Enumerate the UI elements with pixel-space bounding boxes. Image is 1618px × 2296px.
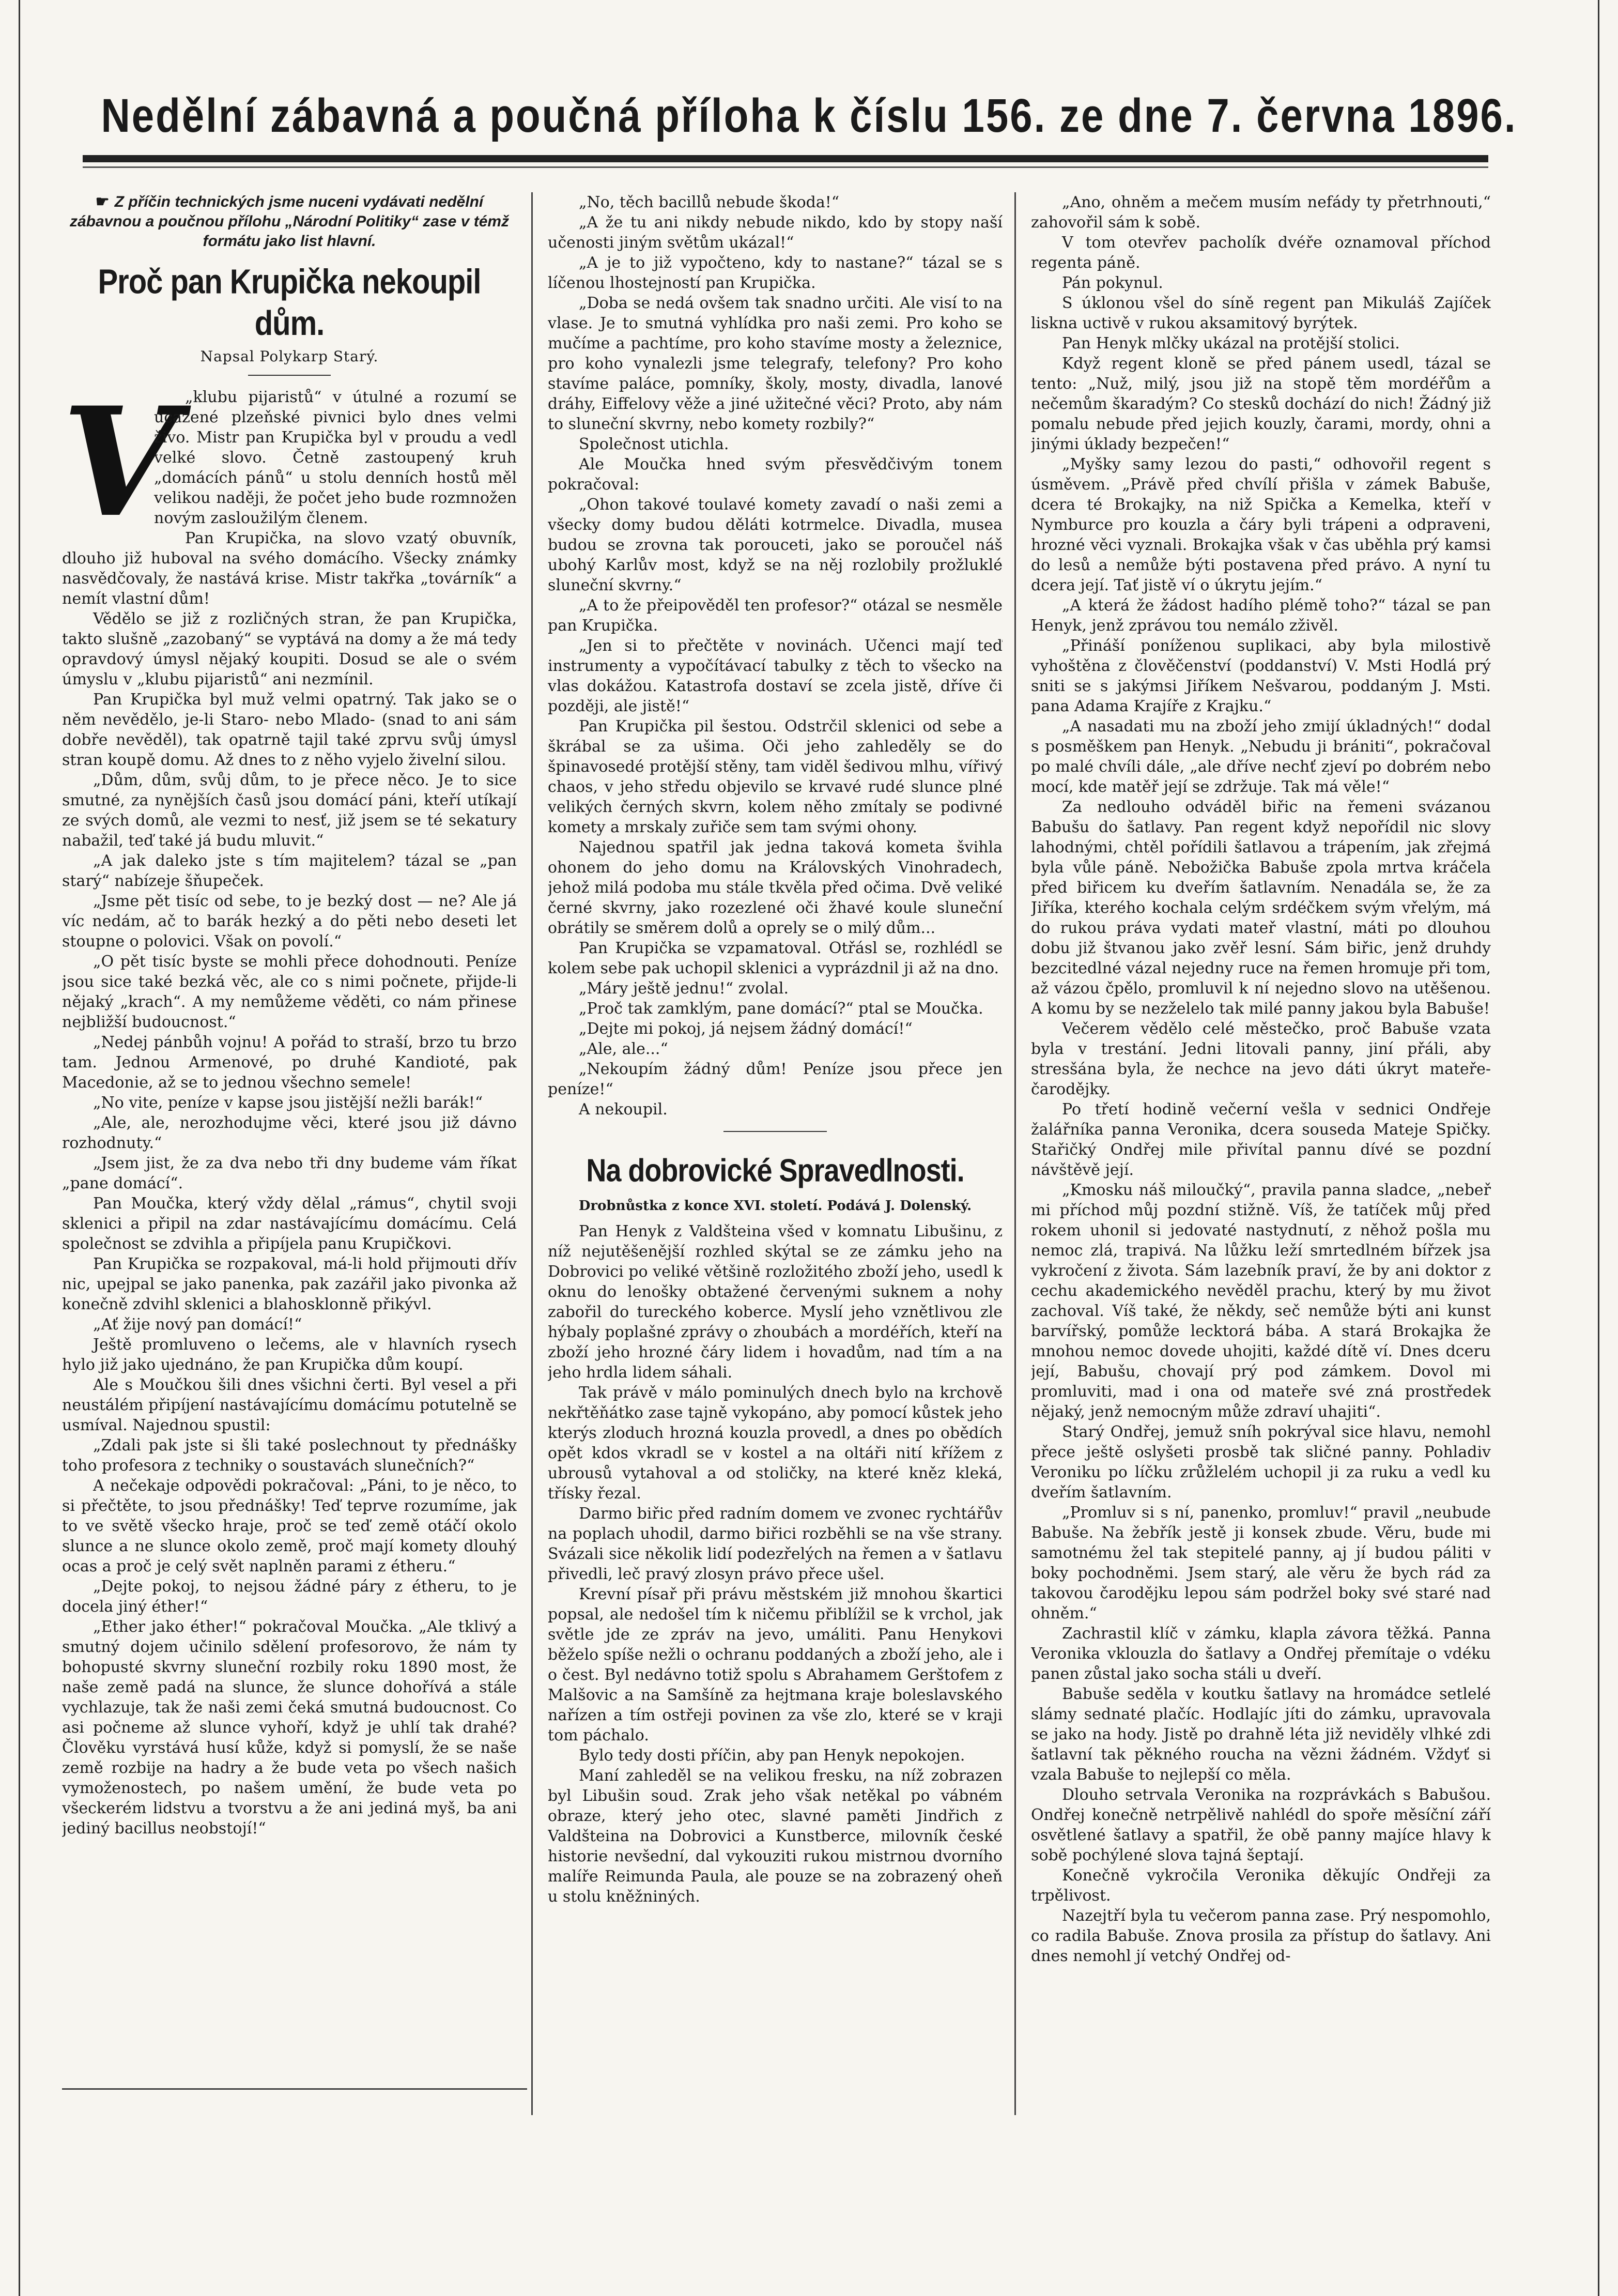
paragraph: „A že tu ani nikdy nebude nikdo, kdo by stopy naší učenosti jiným světům ukázal!“ <box>548 213 1003 252</box>
paragraph: Dlouho setrvala Veronika na rozprávkách s Babušou. Ondřej konečně netrpělivě nahlédl do spoře měsíční září osvětlené šatlavy a spatřil, že obě panny majíce hlavy k sobě pochýlené slova tajná šeptají. <box>1031 1786 1491 1864</box>
article-end-divider <box>723 1131 827 1132</box>
paragraph: „Kmosku náš miloučký“, pravila panna sladce, „nebeř mi příchod můj pozdní stižně. Víš, že tatíček můj před rokem uhonil si jedovaté nastydnutí, z něhož pošla mu nemoc zlá, trapivá. Na lůžku leží smrtedlném bířzek jsa vykročení z života. Sám lazebník praví, že by ani doktor z cechu akademického nevěděl prachu, který by mu život zachoval. Víš také, že někdy, seč nemůže býti ani kunst barvířský, pomůže lecktorá bába. A stará Brokajka že mnohou nemoc dovede uhojiti, každé dítě ví. Dnes dceru její, Babušu, chovají prý pod zámkem. Dovol mi promluviti, mad i ona od mateře své zná prostředek nějaký, jenž nemocným může zdraví uhajiti“. <box>1031 1181 1491 1421</box>
paragraph: „Ale, ale...“ <box>579 1040 668 1058</box>
paragraph: „Ether jako éther!“ pokračoval Moučka. „Ale tklivý a smutný dojem učinilo sdělení profesorovo, že nám ty bohopusté skvrny sluneční rozbily roku 1890 most, že naše země padá na slunce, že slunce dohořívá a stále vychlazuje, tak že naši zemi čeká smutná budoucnost. Co asi počneme až slunce vyhoří, když je uhlí tak drahé? Člověku vyrstává husí kůže, když si pomyslí, že se naše země rozbije na hadry a že bude veta po všech našich vymoženostech, po našem umění, že bude veta po všeckerém lidstvu a tvorstvu a že ani jediná myš, ba ani jediný bacillus neobstojí!“ <box>62 1618 517 1838</box>
bottom-rule <box>62 2088 527 2090</box>
paragraph: „A která že žádost hadího plémě toho?“ tázal se pan Henyk, jenž zprávou tou nemálo zživěl. <box>1031 596 1491 635</box>
paragraph: Pan Krupička se rozpakoval, má-li hold přijmouti dřív nic, upejpal se jako panenka, pak zazářil jako pivonka až konečně zdvihl sklenici a blahosklonně přikývl. <box>62 1255 517 1313</box>
column-separator <box>1014 192 1016 2115</box>
paragraph: Pan Henyk z Valdšteina všed v komnatu Libušinu, z níž nejutěšenější rozhled skýtal se ze zámku jeho na Dobrovici po veliké většině rozložitého zboží jeho, usedl k oknu do lenošky obtažené červenými suknem a nohy zabořil do tureckého koberce. Myslí jeho vznětlivou zle hýbaly poplašné zprávy o zhoubách a mordéřích, kteří na zboží jeho hrozné čáry lidem i hovadům, nad tím a na jeho hrdla lidem sáhali. <box>548 1222 1003 1382</box>
paragraph: „Zdali pak jste si šli také poslechnout ty přednášky toho profesora z techniky o soustavách slunečních?“ <box>62 1436 517 1475</box>
paragraph: „A jak daleko jste s tím majitelem? tázal se „pan starý“ nabízeje šňupeček. <box>62 852 517 890</box>
paragraph: Zachrastil klíč v zámku, klapla závora těžká. Panna Veronika vklouzla do šatlavy a Ondřej přemítaje o vdéku panen zůstal jako socha stáli u dveří. <box>1031 1625 1491 1683</box>
paragraph: „Proč tak zamklým, pane domácí?“ ptal se Moučka. <box>579 1000 983 1018</box>
paragraph: „A to že přeipověděl ten profesor?“ otázal se nesměle pan Krupička. <box>548 596 1003 635</box>
paragraph: „Promluv si s ní, panenko, promluv!“ pravil „neubude Babuše. Na žebřík jestě ji konsek zbude. Věru, bude mi samotnému žel tak stepitelé panny, aj jí budou páliti v boky pochodněmi. Jsem starý, ale věru že bych rád za takovou čarodějku lepou sám podržel boky své staré nad ohněm.“ <box>1031 1504 1491 1622</box>
article-byline: Drobnůstka z konce XVI. století. Podává J. Dolenský. <box>578 1198 972 1214</box>
paragraph: „No, těch bacillů nebude škoda!“ <box>579 193 840 211</box>
paragraph: A nekoupil. <box>579 1100 668 1119</box>
paragraph: „klubu pijaristů“ v útulné a rozumí se ucazené plzeňské pivnici bylo dnes velmi živo. Mistr pan Krupička byl v proudu a vedl velké slovo. Četně zastoupený kruh „domácích pánů“ u stolu denních hostů měl velikou naději, že počet jeho bude rozmnožen novým zasloužilým členem. <box>154 388 517 527</box>
paragraph: Vědělo se již z rozličných stran, že pan Krupička, takto slušně „zazobaný“ se vyptává na domy a že má tedy opravdový úmysl nějaký koupiti. Dosud se ale o svém úmyslu v „klubu pijaristů“ ani nezmínil. <box>62 610 517 688</box>
article-body <box>548 192 1003 1120</box>
masthead-rule <box>83 155 1488 162</box>
paragraph: „No vite, peníze v kapse jsou jistější nežli barák!“ <box>93 1094 483 1112</box>
masthead: Nedělní zábavná a poučná příloha k číslu 156. ze dne 7. června 1896. <box>101 88 1517 142</box>
paragraph: „Doba se nedá ovšem tak snadno určiti. Ale visí to na vlase. Je to smutná vyhlídka pro naši zemi. Pro koho se mučíme a pachtíme, pro koho stavíme mosty a železnice, pro koho vynalezli jsme telegrafy, telefony? Pro koho stavíme paláce, pomníky, školy, mosty, divadla, lanové dráhy, Eiffelovy věže a jiné užitečné věci? Proto, aby nám to sluneční skvrny, nebo komety rozbily?“ <box>548 294 1003 433</box>
article-body <box>548 1221 1003 1907</box>
paragraph: Pan Krupička, na slovo vzatý obuvník, dlouho již huboval na svého domácího. Všecky známky nasvědčovaly, že nastává krise. Mistr takřka „továrník“ a nemít vlastní dům! <box>62 529 517 608</box>
paragraph: Ale s Moučkou šili dnes všichni čerti. Byl vesel a při neustálém připíjení nastávajícímu domácímu potutelně se usmíval. Najednou spustil: <box>62 1376 517 1434</box>
paragraph: „Jen si to přečtěte v novinách. Učenci mají teď instrumenty a vypočítávací tabulky z těch to všecko na vlas dokážou. Katastrofa dostaví se zcela jistě, dříve či později, ale jistě!“ <box>548 637 1003 715</box>
paragraph: Maní zahleděl se na velikou fresku, na níž zobrazen byl Libušin soud. Zrak jeho však netěkal po vábném obraze, který jeho otec, slavné paměti Jindřich z Valdšteina na Dobrovici a Kunstberce, milovník české historie nevšední, dal vykouziti rukou mistrnou dvorního malíře Reimunda Paula, ale pouze se na zobrazený oheň u stolu kněžniných. <box>548 1767 1003 1906</box>
paragraph: „Ať žije nový pan domácí!“ <box>93 1315 302 1334</box>
paragraph: S úklonou všel do síně regent pan Mikuláš Zajíček liskna uctivě v rukou aksamitový byrýtek. <box>1031 294 1491 332</box>
dropcap-letter: V <box>62 375 179 550</box>
paragraph: Konečně vykročila Veronika děkujíc Ondřeji za trpělivost. <box>1031 1866 1491 1905</box>
paragraph: Pan Henyk mlčky ukázal na protější stolici. <box>1062 334 1400 353</box>
pointing-hand-icon: ☛ <box>95 193 110 210</box>
paragraph: Babuše seděla v koutku šatlavy na hromádce setlelé slámy sednaté plačíc. Hodlajíc jíti do zámku, upravovala se jako na hody. Jistě po drahně léta již neviděly vlhké zdi šatlavní tak pěkného roucha na vězni žádném. Vždyť si vzala Babuše to nejlepší co měla. <box>1031 1685 1491 1784</box>
paragraph: Najednou spatřil jak jedna taková kometa švihla ohonem do jeho domu na Královských Vinohradech, jehož milá podoba mu stále tkvěla před očima. Dvě veliké černé skvrny, jako rozezlené oči žhavé koule sluneční obrátily se směrem dolů a oprely se o milý dům... <box>548 838 1003 937</box>
paragraph: „Jsme pět tisíc od sebe, to je bezký dost — ne? Ale já víc nedám, ač to barák hezký a do pěti nebo deseti let stoupne o polovici. Však on povolí.“ <box>62 892 517 951</box>
paragraph: Darmo biřic před radním domem ve zvonec rychtářův na poplach uhodil, darmo biřici rozběhli se na vše strany. Svázali sice několik lidí podezřelých na řemen a v šatlavu přivedli, leč pravý zlosyn právo přece ušel. <box>548 1505 1003 1583</box>
column-2 <box>548 192 1003 2115</box>
paragraph: „Dejte pokoj, to nejsou žádné páry z étheru, to je docela jiný éther!“ <box>62 1578 517 1616</box>
paragraph: Nazejtří byla tu večerom panna zase. Prý nespomohlo, co radila Babuše. Znova prosila za přístup do šatlavy. Ani dnes nemohl jí vetchý Ondřej od- <box>1031 1907 1491 1965</box>
paragraph: V tom otevřev pacholík dvéře oznamoval příchod regenta páně. <box>1031 234 1491 272</box>
paragraph: Za nedlouho odváděl biřic na řemeni svázanou Babušu do šatlavy. Pan regent když nepořídil nic slovy lahodnými, chtěl pořídili šatlavou a trápením, jak zřejmá byla vůle páně. Nebožička Babuše zpola mrtva kráčela před biřicem ku dveřím šatlavním. Nenadála se, že za Jiříka, kterého kochala celým srdéčkem svým vřelým, má do rukou práva vydati mateř vlastní, máti po dlouhou dobu již štvanou jako zvěř lesní. Sám biřic, jenž druhdy bezcitedlné vázal nejedny ruce na řemen hromuje při tom, až vázou čpělo, promluvil k ní nejedno slovo na utěšenou. A komu by se nezželelo tak milé panny jakou byla Babuše! <box>1031 798 1491 1018</box>
article-title: Na dobrovické Spravedlnosti. <box>586 1153 964 1189</box>
paragraph: Pan Krupička pil šestou. Odstrčil sklenici od sebe a škrábal se za ušima. Oči jeho zahleděly se do špinavosedé protější stěny, tam viděl šedivou mlhu, vířivý chaos, v jeho středu objevilo se krvavé rudé slunce plné velikých černých skvrn, kolem něho zmítaly se podivné komety a mrskaly zuřiče sem tam svými ohony. <box>548 717 1003 836</box>
paragraph: Krevní písař při právu městském již mnohou škartici popsal, ale nedošel tím k ničemu přiblížil se k vrchol, jak světle jde ze zpráv na jevo, umáliti. Panu Henykovi běželo spíše nežli o ochranu poddaných a zboží jeho, ale i o čest. Byl nedávno totiž spolu s Abrahamem Gerštofem z Malšovic a na Samšíně za hejtmana kraje boleslavského nařízen a tím ostřeji povinen za vše zlo, které se v kraji tom páchalo. <box>548 1585 1003 1744</box>
masthead-rule-thin <box>83 166 1488 168</box>
paragraph: „Nekoupím žádný dům! Peníze jsou přece jen peníze!“ <box>548 1060 1003 1098</box>
title-divider <box>248 375 331 376</box>
paragraph: „Dům, dům, svůj dům, to je přece něco. Je to sice smutné, za nynějších časů jsou domácí páni, kteří utíkají ze svých domů, ale vezmi to nesť, již jsem se té sekatury nabažil, teď také já budu mluvit.“ <box>62 771 517 850</box>
paragraph: Společnost utichla. <box>579 435 729 453</box>
article-body <box>1031 192 1491 1966</box>
paragraph: „Jsem jist, že za dva nebo tři dny budeme vám říkat „pane domácí“. <box>62 1154 517 1192</box>
column-1 <box>62 192 517 2115</box>
paragraph: „Máry ještě jednu!“ zvolal. <box>579 979 789 998</box>
paragraph: „Nedej pánbůh vojnu! A pořád to straší, brzo tu brzo tam. Jednou Armenové, po druhé Kandioté, pak Macedonie, až se to jednou všechno semele! <box>62 1033 517 1092</box>
paragraph: „A je to již vypočteno, kdy to nastane?“ tázal se s líčenou lhostejností pan Krupička. <box>548 254 1003 292</box>
paragraph: „A nasadati mu na zboží jeho zmijí úkladných!“ dodal s posměškem pan Henyk. „Nebudu ji brániti“, pokračoval po malé chvíli dále, „ale dříve nechť zjeví po dobrém nebo mocí, kde matěř její se zdržuje. Tak má věle!“ <box>1031 717 1491 796</box>
paragraph: Pán pokynul. <box>1062 274 1163 292</box>
paragraph: „Přináší poníženou suplikaci, aby byla milostivě vyhoštěna z člověčenství (poddanství) V. Msti Hodlá prý sniti se s jakýmsi Jiříkem Nešvarou, poddaným J. Msti. pana Adama Krajíře z Krajku.“ <box>1031 637 1491 715</box>
paragraph: „Myšky samy lezou do pasti,“ odhovořil regent s úsměvem. „Právě před chvílí přišla v zámek Babuše, dcera té Brokajky, na niž Spička a Kemelka, kteří v Nymburce pro kouzla a čáry byli trápeni a odpraveni, hrozné věci vyznali. Brokajka však v čas uběhla prý kamsi do lesů a nemůže býti postavena před právo. A nyní tu dcera její. Tať jistě ví o úkrytu jejím.“ <box>1031 455 1491 594</box>
paragraph: „Ale, ale, nerozhodujme věci, které jsou již dávno rozhodnuty.“ <box>62 1114 517 1152</box>
paragraph: Pan Moučka, který vždy dělal „rámus“, chytil svoji sklenici a připil na zdar nastávajícímu domácímu. Celá společnost se zdvihla a připíjela panu Krupičkovi. <box>62 1195 517 1253</box>
technical-notice <box>62 192 517 251</box>
paragraph: Ještě promluveno o lečems, ale v hlavních rysech hylo již jako ujednáno, že pan Krupička dům koupí. <box>62 1336 517 1374</box>
paragraph: Ale Moučka hned svým přesvědčivým tonem pokračoval: <box>548 455 1003 494</box>
notice-text: Z příčin technických jsme nuceni vydávati nedělní zábavnou a poučnou přílohu „Národní Politiky“ zase v témž formátu jako list hlavní. <box>69 193 510 250</box>
paragraph: Starý Ondřej, jemuž sníh pokrýval sice hlavu, nemohl přece ještě oslyšeti prosbě tak sličné panny. Pohladiv Veroniku po líčku zrůžlelém uchopil ji za ruku a vedl ku dveřím šatlavním. <box>1031 1423 1491 1502</box>
column-separator <box>531 192 533 2115</box>
column-3 <box>1031 192 1491 2115</box>
paragraph: Bylo tedy dosti příčin, aby pan Henyk nepokojen. <box>579 1747 965 1765</box>
paragraph: „Ohon takové toulavé komety zavadí o naši zemi a všecky domy budou děláti kotrmelce. Divadla, musea budou se zrovna tak porouceti, jako se poroučel náš ubohý Karlův most, když se na něj rozlobily prožluklé sluneční skvrny.“ <box>548 496 1003 594</box>
paragraph: Když regent kloně se před pánem usedl, tázal se tento: „Nuž, milý, jsou již na stopě těm mordéřům a nečemům škaradým? Co stesků dochází do nich! Žádný již pomalu nebude před jejich kouzly, čarami, mordy, ohni a jinými úklady bezpečen!“ <box>1031 355 1491 453</box>
article-body <box>62 375 517 1839</box>
article-title: Proč pan Krupička nekoupil dům. <box>98 262 481 343</box>
paragraph: Pan Krupička byl muž velmi opatrný. Tak jako se o něm nevědělo, je-li Staro- nebo Mlado- (snad to ani sám dobře nevěděl), tak opatrně tajil také zprvu svůj úmysl stran koupě domu. Až dnes to z něho vyjelo živelní silou. <box>62 691 517 769</box>
paragraph: Pan Krupička se vzpamatoval. Otřásl se, rozhlédl se kolem sebe pak uchopil sklenici a vyprázdnil ji až na dno. <box>548 939 1003 977</box>
paragraph: „Ano, ohněm a mečem musím nefády ty přetrhnouti,“ zahovořil sám k sobě. <box>1031 193 1491 232</box>
paragraph: Po třetí hodině večerní vešla v sednici Ondřeje žalářníka panna Veronika, dcera souseda Mateje Spičky. Stařičký Ondřej mile přivítal pannu dívé se pozdní návštěvě její. <box>1031 1100 1491 1179</box>
paragraph: „Dejte mi pokoj, já nejsem žádný domácí!“ <box>579 1020 913 1038</box>
paragraph: Tak právě v málo pominulých dnech bylo na krchově nekřtěňátko zase tajně vykopáno, aby pomocí kůstek jeho kterýs zloduch hrozná kouzla provedl, a dnes po obědích opět kdos vkradl se v kostel a na oltáři nití křížem z ubrousů vytahoval a od stoličky, na které kněz kleká, třísky řezal. <box>548 1384 1003 1503</box>
paragraph: A nečekaje odpovědi pokračoval: „Páni, to je něco, to si přečtěte, to jsou přednášky! Teď teprve rozumíme, jak to ve světě všecko hraje, proč se teď země otáčí okolo slunce a ne slunce okolo země, proč mají komety dlouhý ocas a proč je celý svět naplněn parami z étheru.“ <box>62 1477 517 1575</box>
article-byline: Napsal Polykarp Starý. <box>200 348 379 365</box>
paragraph: „O pět tisíc byste se mohli přece dohodnouti. Peníze jsou sice také bezká věc, ale co s nimi počnete, přijde-li nějaký „krach“. A my nemůžeme věděti, co nám přinese nejbližší budoucnost.“ <box>62 953 517 1031</box>
paragraph: Večerem vědělo celé městečko, proč Babuše vzata byla v trestání. Jedni litovali panny, jiní přáli, aby stresšána byla, že nechce na jevo dáti úkryt mateře-čarodějky. <box>1031 1020 1491 1098</box>
